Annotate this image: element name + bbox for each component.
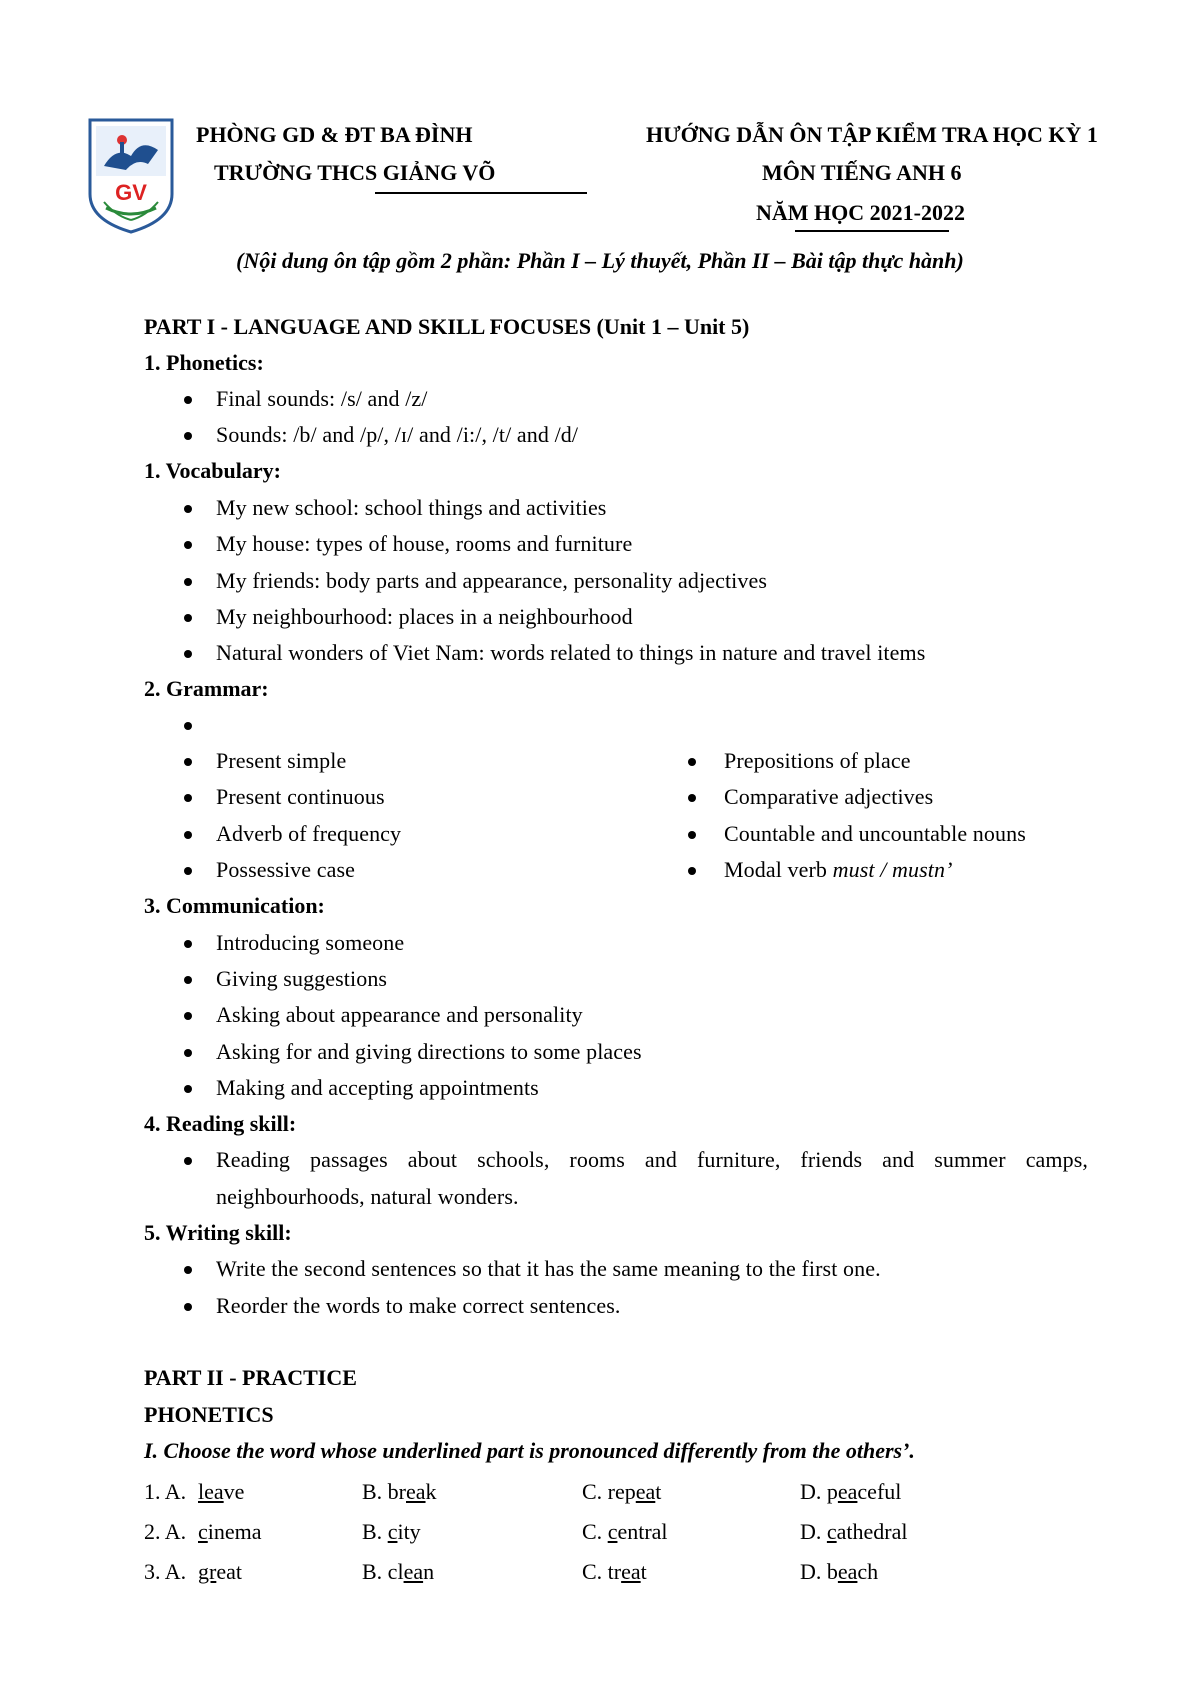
- bullet: [184, 1266, 192, 1274]
- list-item: Sounds: /b/ and /p/, /ɪ/ and /i:/, /t/ and /d/: [216, 422, 579, 447]
- bullet: [184, 976, 192, 984]
- bullet: [184, 1085, 192, 1093]
- option-c: C. treat: [582, 1559, 647, 1584]
- bullet: [184, 432, 192, 440]
- question-number: 2. A.: [144, 1519, 187, 1544]
- grammar-item: Countable and uncountable nouns: [724, 821, 1026, 846]
- list-item: Reorder the words to make correct sentences.: [216, 1293, 621, 1318]
- modal-italic: must / mustn’: [832, 857, 953, 882]
- option-c: C. central: [582, 1519, 668, 1544]
- option-d: D. cathedral: [800, 1519, 908, 1544]
- phonetics-section-title: PHONETICS: [144, 1402, 274, 1427]
- option-d: D. peaceful: [800, 1479, 902, 1504]
- grammar-heading: 2. Grammar:: [144, 676, 269, 701]
- list-item: Making and accepting appointments: [216, 1075, 539, 1100]
- bullet: [184, 722, 192, 730]
- school-logo: [86, 116, 176, 236]
- instruction: I. Choose the word whose underlined part is pronounced differently from the others’.: [144, 1438, 915, 1463]
- list-item: Asking for and giving directions to some places: [216, 1039, 642, 1064]
- part2-title: PART II - PRACTICE: [144, 1365, 357, 1390]
- question-number: 3. A.: [144, 1559, 187, 1584]
- bullet: [184, 396, 192, 404]
- grammar-item: Present simple: [216, 748, 347, 773]
- bullet: [184, 650, 192, 658]
- bullet: [184, 1049, 192, 1057]
- subtitle: (Nội dung ôn tập gồm 2 phần: Phần I – Lý thuyết, Phần II – Bài tập thực hành): [236, 248, 964, 273]
- list-item: My neighbourhood: places in a neighbourhood: [216, 604, 633, 629]
- grammar-item: Comparative adjectives: [724, 784, 934, 809]
- vocabulary-heading: 1. Vocabulary:: [144, 458, 281, 483]
- list-item: Natural wonders of Viet Nam: words related to things in nature and travel items: [216, 640, 926, 665]
- communication-heading: 3. Communication:: [144, 893, 325, 918]
- bullet: [184, 758, 192, 766]
- bullet: [688, 758, 696, 766]
- bullet: [688, 867, 696, 875]
- bullet: [184, 505, 192, 513]
- list-item: Giving suggestions: [216, 966, 388, 991]
- grammar-item: Present continuous: [216, 784, 385, 809]
- logo-text: GV: [115, 180, 147, 205]
- option-a: cinema: [198, 1519, 262, 1544]
- grammar-item: Prepositions of place: [724, 748, 911, 773]
- bullet: [184, 1303, 192, 1311]
- bullet: [184, 1157, 192, 1165]
- writing-heading: 5. Writing skill:: [144, 1220, 292, 1245]
- option-a: great: [198, 1559, 242, 1584]
- reading-heading: 4. Reading skill:: [144, 1111, 297, 1136]
- question-number: 1. A.: [144, 1479, 187, 1504]
- part1-title: PART I - LANGUAGE AND SKILL FOCUSES (Unit 1 – Unit 5): [144, 314, 750, 339]
- bullet: [184, 541, 192, 549]
- bullet: [184, 578, 192, 586]
- modal-prefix: Modal verb: [724, 857, 833, 882]
- bullet: [184, 867, 192, 875]
- reading-line-2: neighbourhoods, natural wonders.: [216, 1184, 519, 1209]
- grammar-item: Adverb of frequency: [216, 821, 402, 846]
- grammar-item: Possessive case: [216, 857, 355, 882]
- bullet: [688, 794, 696, 802]
- list-item: My house: types of house, rooms and furniture: [216, 531, 633, 556]
- list-item: Asking about appearance and personality: [216, 1002, 583, 1027]
- dept-name: PHÒNG GD & ĐT BA ĐÌNH: [196, 122, 473, 147]
- bullet: [184, 794, 192, 802]
- option-b: B. clean: [362, 1559, 435, 1584]
- option-b: B. city: [362, 1519, 421, 1544]
- list-item: My friends: body parts and appearance, personality adjectives: [216, 568, 768, 593]
- phonetics-heading: 1. Phonetics:: [144, 350, 264, 375]
- grammar-item-modal: [724, 857, 953, 883]
- option-b: B. break: [362, 1479, 437, 1504]
- header-rule: [375, 192, 587, 194]
- bullet: [184, 831, 192, 839]
- school-year: NĂM HỌC 2021-2022: [756, 200, 965, 225]
- list-item: Write the second sentences so that it has the same meaning to the first one.: [216, 1256, 881, 1281]
- bullet: [184, 1012, 192, 1020]
- list-item: Introducing someone: [216, 930, 405, 955]
- bullet: [184, 940, 192, 948]
- list-item: Final sounds: /s/ and /z/: [216, 386, 428, 411]
- reading-line-1: Reading passages about schools, rooms and furniture, friends and summer camps,: [216, 1147, 1088, 1172]
- bullet: [184, 614, 192, 622]
- year-rule: [795, 230, 949, 232]
- option-d: D. beach: [800, 1559, 879, 1584]
- school-name: TRƯỜNG THCS GIẢNG VÕ: [214, 160, 496, 185]
- option-a: leave: [198, 1479, 245, 1504]
- doc-title: HƯỚNG DẪN ÔN TẬP KIỂM TRA HỌC KỲ 1: [646, 122, 1098, 147]
- list-item: My new school: school things and activities: [216, 495, 607, 520]
- bullet: [688, 831, 696, 839]
- subject-name: MÔN TIẾNG ANH 6: [762, 160, 962, 185]
- option-c: C. repeat: [582, 1479, 662, 1504]
